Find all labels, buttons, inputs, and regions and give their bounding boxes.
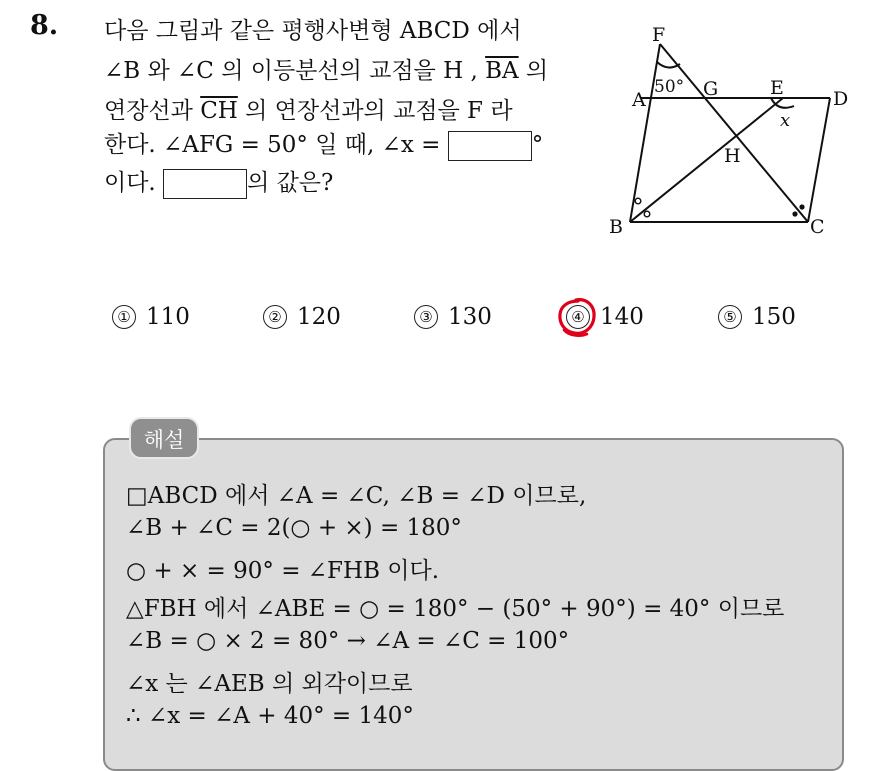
- question-text: 한다. ∠AFG = 50° 일 때, ∠x =: [104, 132, 441, 158]
- label-c: C: [810, 216, 825, 238]
- choice-1[interactable]: [112, 304, 190, 330]
- question-text: 의: [525, 58, 549, 84]
- angle-mark-c2: [799, 204, 804, 209]
- question-text: 의 연장선과의 교점을 F 라: [245, 98, 513, 124]
- segment-ch: $\overline{CH}$: [200, 98, 238, 124]
- solution-line: ∠B + ∠C = 2(○ + ×) = 180°: [126, 515, 462, 541]
- degree-symbol: °: [531, 132, 544, 158]
- question-line-3: [104, 92, 513, 125]
- choice-value: 110: [146, 304, 190, 330]
- question-number: 8.: [30, 10, 59, 41]
- segment-ba: $\overline{BA}$: [485, 58, 519, 84]
- question-text: 다음 그림과 같은 평행사변형 ABCD 에서: [104, 18, 522, 44]
- choice-number: ②: [263, 305, 287, 329]
- choice-number: ⑤: [718, 305, 742, 329]
- question-line-2: [104, 52, 548, 85]
- choice-3[interactable]: [414, 304, 492, 330]
- angle-mark-b1: [644, 211, 650, 217]
- answer-blank[interactable]: [448, 131, 532, 161]
- angle-mark-c1: [792, 211, 797, 216]
- label-h: H: [724, 145, 741, 167]
- choice-value: 140: [600, 304, 644, 330]
- solution-line: ○ + × = 90° = ∠FHB 이다.: [126, 558, 440, 584]
- choice-5[interactable]: [718, 304, 796, 330]
- choice-number: ③: [414, 305, 438, 329]
- label-a: A: [632, 89, 646, 111]
- choice-number: ①: [112, 305, 136, 329]
- line-cd: [808, 98, 830, 222]
- label-d: D: [833, 88, 849, 110]
- solution-line: ∠x 는 ∠AEB 의 외각이므로: [126, 671, 413, 697]
- line-fb: [630, 44, 660, 222]
- question-text: 의 값은?: [247, 170, 334, 196]
- label-angle-50: 50°: [654, 77, 685, 97]
- question-text: 연장선과: [104, 98, 193, 124]
- angle-mark-b2: [635, 198, 641, 204]
- choice-2[interactable]: [263, 304, 341, 330]
- choice-value: 120: [297, 304, 341, 330]
- solution-line: △FBH 에서 ∠ABE = ○ = 180° − (50° + 90°) = 40° 이므로: [126, 596, 785, 622]
- label-b: B: [609, 216, 623, 238]
- choice-number: ④: [566, 305, 590, 329]
- question-line-1: [104, 12, 522, 45]
- solution-line: □ABCD 에서 ∠A = ∠C, ∠B = ∠D 이므로,: [126, 483, 587, 509]
- label-f: F: [652, 24, 666, 46]
- answer-blank-2[interactable]: [163, 169, 247, 199]
- label-e: E: [770, 77, 784, 99]
- question-text: ∠B 와 ∠C 의 이등분선의 교점을 H ,: [104, 58, 478, 84]
- solution-line: ∴ ∠x = ∠A + 40° = 140°: [126, 703, 414, 729]
- line-fc: [660, 44, 808, 222]
- line-be: [630, 98, 783, 222]
- label-g: G: [703, 78, 719, 100]
- question-line-4: [104, 126, 543, 161]
- solution-tab: 해설: [129, 417, 199, 459]
- choice-value: 150: [752, 304, 796, 330]
- question-line-5: [104, 164, 333, 199]
- question-text: 이다.: [104, 170, 156, 196]
- choice-value: 130: [448, 304, 492, 330]
- label-x: x: [780, 110, 791, 131]
- selected-answer-mark: [556, 296, 598, 338]
- solution-line: ∠B = ○ × 2 = 80° → ∠A = ∠C = 100°: [126, 628, 570, 654]
- parallelogram-figure: [600, 18, 860, 243]
